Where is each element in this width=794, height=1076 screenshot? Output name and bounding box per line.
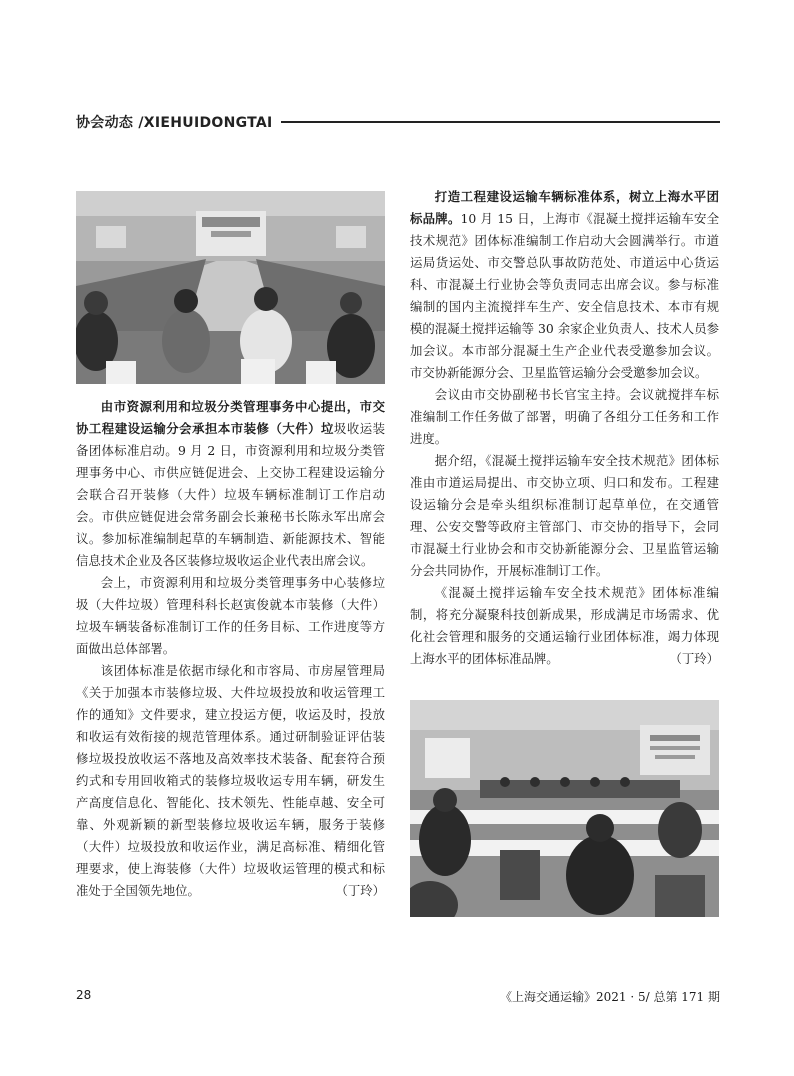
right-paragraph-4-body: 《混凝土搅拌运输车安全技术规范》团体标准编制，将充分凝聚科技创新成果，形成满足市场需求、优化社会管理和服务的交通运输行业团体标准，竭力体现上海水平的团体标准品牌。 [410, 585, 719, 666]
right-paragraph-1 [410, 186, 719, 384]
header-rule [281, 121, 720, 123]
meeting-photo-2-image [410, 700, 719, 917]
right-paragraph-1-body: 10 月 15 日，上海市《混凝土搅拌运输车安全技术规范》团体标准编制工作启动大会圆满举行。市道运局货运处、市交警总队事故防范处、市道运中心货运科、市混凝土行业协会等负责同志出席会议。参与标准编制的国内主流搅拌车生产、安全信息技术、本市有规模的混凝土搅拌运输等 30 余家企业负责人、技术人员参加会议。本市部分混凝土生产企业代表受邀参加会议。市交协新能源分会、卫星监管运输分会受邀参加会议。 [410, 211, 719, 380]
page-footer [76, 988, 720, 1008]
left-paragraph-3 [76, 660, 385, 902]
right-lead-text: 打造工程建设运输车辆标准体系，树立上海水平团标品牌。 [410, 189, 719, 226]
right-paragraph-2: 会议由市交协副秘书长官宝主持。会议就搅拌车标准编制工作任务做了部署，明确了各组分工任务和工作进度。 [410, 387, 719, 446]
right-paragraph-3: 据介绍，《混凝土搅拌运输车安全技术规范》团体标准由市道运局提出、市交协立项、归口和发布。工程建设运输分会是牵头组织标准制订起草单位，在交通管理、公安交警等政府主管部门、市交协的指导下，会同市混凝土行业协会和市交协新能源分会、卫星监管运输分会共同协作，开展标准制订工作。 [410, 453, 719, 578]
right-article-column [410, 186, 719, 670]
left-lead-text: 由市资源利用和垃圾分类管理事务中心提出，市交协工程建设运输分会承担本市装修（大件）垃 [76, 399, 385, 436]
meeting-photo-1 [76, 191, 385, 384]
right-paragraph-4 [410, 582, 719, 670]
meeting-photo-1-image [76, 191, 385, 384]
left-paragraph-2: 会上，市资源利用和垃圾分类管理事务中心装修垃圾（大件垃圾）管理科科长赵寅俊就本市装修（大件）垃圾车辆装备标准制订工作的任务目标、工作进度等方面做出总体部署。 [76, 575, 385, 656]
left-article-column [76, 396, 385, 902]
left-paragraph-1 [76, 396, 385, 572]
section-title: 协会动态 /XIEHUIDONGTAI [76, 115, 273, 131]
meeting-photo-2 [410, 700, 719, 917]
left-paragraph-1-body: 圾收运装备团体标准启动。9 月 2 日，市资源利用和垃圾分类管理事务中心、市供应链促进会、上交协工程建设运输分会联合召开装修（大件）垃圾车辆标准制订工作启动会。市供应链促进会常务副会长兼秘书长陈永军出席会议。参加标准编制起草的车辆制造、新能源技术、智能信息技术企业及各区装修垃圾收运企业代表出席会议。 [76, 421, 386, 568]
journal-issue: 《上海交通运输》2021 · 5/ 总第 171 期 [499, 990, 720, 1004]
left-author-credit: （丁玲） [335, 883, 385, 898]
section-header [76, 112, 720, 132]
right-author-credit: （丁玲） [669, 651, 719, 666]
left-paragraph-3-body: 该团体标准是依据市绿化和市容局、市房屋管理局《关于加强本市装修垃圾、大件垃圾投放和收运管理工作的通知》文件要求，建立投运方便，收运及时，投放和收运有效衔接的规范管理体系。通过研制验证评估装修垃圾投放收运不落地及高效率技术装备、配套符合预约式和专用回收箱式的装修垃圾收运专用车辆，研发生产高度信息化、智能化、技术领先、性能卓越、安全可靠、外观新颖的新型装修垃圾收运车辆，服务于装修（大件）垃圾投放和收运作业，满足高标准、精细化管理要求，使上海装修（大件）垃圾收运管理的模式和标准处于全国领先地位。 [76, 663, 385, 898]
page-number: 28 [76, 988, 92, 1002]
